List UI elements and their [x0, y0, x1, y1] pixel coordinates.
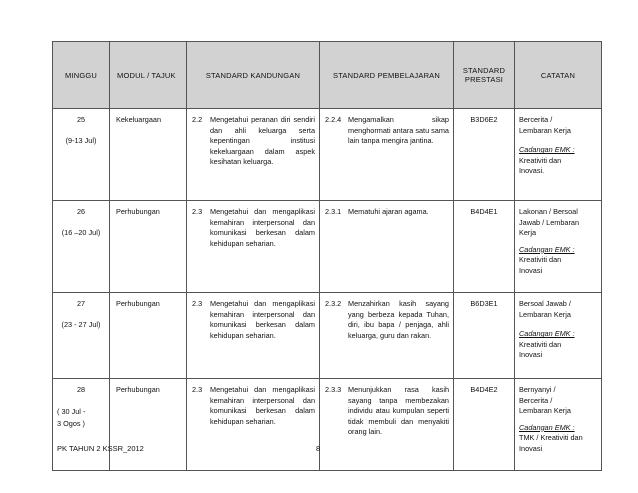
- week-number: 25: [76, 115, 86, 124]
- sp-text: Menzahirkan kasih sayang yang berbeza kepada Tuhan, diri, ibu bapa / penjaga, ahli keluarga, guru dan rakan.: [348, 299, 449, 340]
- week-dates: [53, 406, 109, 430]
- sk-text: Mengetahui dan mengaplikasi kemahiran interpersonal dan komunikasi berkesan dalam kehidupan seharian.: [210, 299, 315, 340]
- catatan-line: Kerja: [519, 228, 537, 238]
- header-minggu: MINGGU: [53, 42, 110, 109]
- cell-catatan: [515, 201, 602, 293]
- catatan-line: TMK / Kreativiti dan: [519, 433, 583, 443]
- sp-number: 2.3.3: [325, 385, 342, 394]
- sk-number: 2.3: [192, 299, 203, 308]
- sp-number: 2.2.4: [325, 115, 342, 124]
- catatan-line: Bercerita /: [519, 395, 553, 405]
- catatan-emk: Cadangan EMK :: [519, 145, 575, 155]
- sk-number: 2.2: [192, 115, 203, 124]
- sp-number: 2.3.2: [325, 299, 342, 308]
- sp-number: 2.3.1: [325, 207, 342, 216]
- cell-modul: Perhubungan: [110, 201, 187, 293]
- week-dates: (9-13 Jul): [65, 135, 97, 145]
- week-number: 26: [76, 207, 86, 216]
- sp-text: Menunjukkan rasa kasih sayang tanpa membezakan individu atau kumpulan seperti tidak membuli dan menyakiti orang lain.: [348, 385, 449, 437]
- cell-pembelajaran: [320, 293, 454, 379]
- sp-text: Mengamalkan sikap menghormati antara satu sama lain tanpa mengira jantina.: [348, 115, 449, 146]
- cell-modul: Perhubungan: [110, 293, 187, 379]
- sk-text: Mengetahui peranan diri sendiri dan ahli keluarga serta kepentingan institusi kekeluargaan dalam aspek kesihatan keluarga.: [210, 115, 315, 167]
- header-prestasi: [454, 42, 515, 109]
- week-number: 28: [76, 385, 86, 394]
- footer-doc-title: PK TAHUN 2 KSSR_2012: [57, 444, 144, 453]
- sk-number: 2.3: [192, 385, 203, 394]
- cell-catatan: [515, 109, 602, 201]
- header-catatan: CATATAN: [515, 42, 602, 109]
- catatan-line: Lembaran Kerja: [519, 406, 571, 416]
- header-pembelajaran: STANDARD PEMBELAJARAN: [320, 42, 454, 109]
- catatan-emk: Cadangan EMK :: [519, 422, 575, 432]
- catatan-line: Inovasi.: [519, 166, 545, 176]
- header-row: [53, 42, 602, 109]
- catatan-line: Kreativiti dan: [519, 339, 562, 349]
- catatan-line: Inovasi: [519, 350, 543, 360]
- cell-prestasi: B6D3E1: [454, 293, 515, 379]
- header-kandungan: STANDARD KANDUNGAN: [187, 42, 320, 109]
- cell-modul: Kekeluargaan: [110, 109, 187, 201]
- header-prestasi-line2: PRESTASI: [464, 75, 504, 84]
- table-row: [53, 379, 602, 471]
- sp-text: Mematuhi ajaran agama.: [348, 207, 429, 216]
- table-row: [53, 201, 602, 293]
- week-dates-line1: ( 30 Jul -: [57, 406, 86, 416]
- header-prestasi-line1: STANDARD: [462, 66, 506, 75]
- cell-pembelajaran: [320, 109, 454, 201]
- catatan-line: Bernyanyi /: [519, 385, 556, 394]
- cell-pembelajaran: [320, 201, 454, 293]
- sk-text: Mengetahui dan mengaplikasi kemahiran interpersonal dan komunikasi berkesan dalam kehidupan seharian.: [210, 207, 315, 248]
- sk-text: Mengetahui dan mengaplikasi kemahiran interpersonal dan komunikasi berkesan dalam kehidupan seharian.: [210, 385, 315, 426]
- catatan-line: Lakonan / Bersoal: [519, 207, 578, 216]
- week-dates-line2: 3 Ogos ): [57, 418, 85, 428]
- footer-page-number: 8: [316, 444, 321, 453]
- cell-minggu: [53, 201, 110, 293]
- catatan-line: Lembaran Kerja: [519, 125, 571, 135]
- cell-prestasi: B3D6E2: [454, 109, 515, 201]
- cell-kandungan: [187, 109, 320, 201]
- catatan-line: Lembaran Kerja: [519, 309, 571, 319]
- catatan-line: Kreativiti dan: [519, 155, 562, 165]
- catatan-line: Bercerita /: [519, 115, 553, 124]
- cell-kandungan: [187, 201, 320, 293]
- cell-modul: Perhubungan: [110, 379, 187, 471]
- catatan-emk: Cadangan EMK :: [519, 329, 575, 339]
- cell-pembelajaran: [320, 379, 454, 471]
- cell-prestasi: B4D4E2: [454, 379, 515, 471]
- week-dates: (16 –20 Jul): [61, 227, 101, 237]
- catatan-line: Kreativiti dan: [519, 255, 562, 265]
- week-number: 27: [76, 299, 86, 308]
- cell-catatan: [515, 379, 602, 471]
- cell-catatan: [515, 293, 602, 379]
- catatan-line: Inovasi: [519, 443, 543, 453]
- catatan-line: Inovasi: [519, 265, 543, 275]
- cell-minggu: [53, 293, 110, 379]
- sk-number: 2.3: [192, 207, 203, 216]
- catatan-line: Jawab / Lembaran: [519, 217, 580, 227]
- rpt-table: [52, 41, 602, 471]
- cell-kandungan: [187, 379, 320, 471]
- table-row: [53, 293, 602, 379]
- week-dates: (23 - 27 Jul): [61, 319, 101, 329]
- cell-kandungan: [187, 293, 320, 379]
- cell-minggu: [53, 109, 110, 201]
- cell-prestasi: B4D4E1: [454, 201, 515, 293]
- table-row: [53, 109, 602, 201]
- catatan-line: Bersoal Jawab /: [519, 299, 571, 308]
- header-modul: MODUL / TAJUK: [110, 42, 187, 109]
- catatan-emk: Cadangan EMK :: [519, 244, 575, 254]
- cell-minggu: [53, 379, 110, 471]
